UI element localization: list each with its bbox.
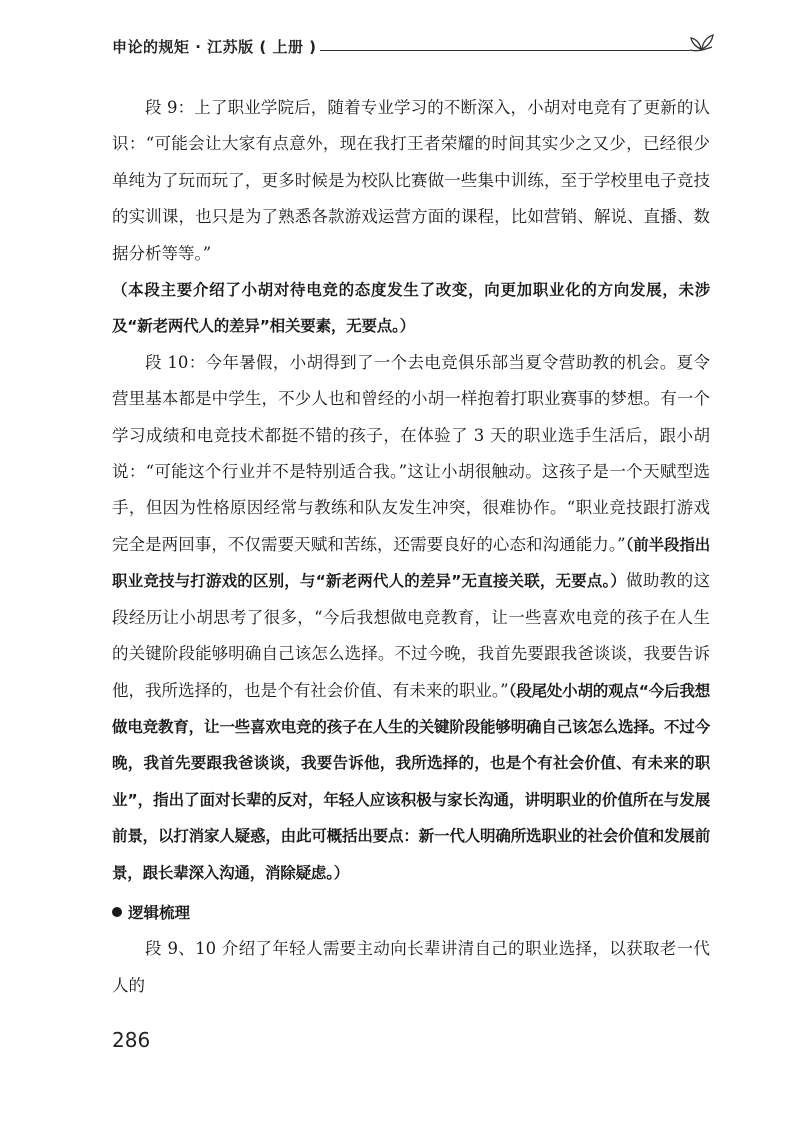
running-header	[112, 32, 712, 62]
section-heading-label: 逻辑梳理	[128, 903, 191, 922]
book-title: 申论的规矩 · 江苏版 ( 上册 )	[112, 38, 317, 56]
page-number: 286	[112, 1028, 151, 1052]
page-body	[112, 90, 710, 1004]
paragraph-9: 段 9：上了职业学院后，随着专业学习的不断深入，小胡对电竞有了更新的认识：“可能会让大家有点意外，现在我打王者荣耀的时间其实少之又少，已经很少单纯为了玩而玩了，更多时候是为校队比赛做一些集中训练，至于学校里电子竞技的实训课，也只是为了熟悉各款游戏运营方面的课程，比如营销、解说、直播、数据分析等等。”	[112, 98, 710, 263]
header-rule	[320, 50, 690, 51]
sprout-icon	[686, 32, 716, 56]
annotation-paragraph-9: （本段主要介绍了小胡对待电竞的态度发生了改变，向更加职业化的方向发展，未涉及“新老两代人的差异”相关要素，无要点。）	[112, 281, 710, 336]
bullet-icon	[112, 907, 122, 917]
paragraph-10-part-2: 做助教的这段经历让小胡思考了很多，“今后我想做电竞教育，让一些喜欢电竞的孩子在人生的关键阶段能够明确自己该怎么选择。不过今晚，我首先要跟我爸谈谈，我要告诉他，我所选择的，也是个有社会价值、有未来的职业。”	[112, 571, 711, 700]
paragraph-10-part-1: 段 10：今年暑假，小胡得到了一个去电竞俱乐部当夏令营助教的机会。夏令营里基本都是中学生，不少人也和曾经的小胡一样抱着打职业赛事的梦想。有一个学习成绩和电竞技术都挺不错的孩子，在体验了 3 天的职业选手生活后，跟小胡说：“可能这个行业并不是特别适合我。”这让小胡很触动。这孩子是一个天赋型选手，但因为性格原因经常与教练和队友发生冲突，很难协作。“职业竞技跟打游戏完全是两回事，不仅需要天赋和苦练，还需要良好的心态和沟通能力。”	[112, 352, 710, 554]
section-heading	[112, 895, 710, 931]
logic-summary-paragraph: 段 9、10 介绍了年轻人需要主动向长辈讲清自己的职业选择，以获取老一代人的	[112, 939, 710, 995]
annotation-paragraph-10-first-half: （前半段指出职业竞技与打游戏的区别，与“新老两代人的差异”无直接关联，无要点。）	[112, 535, 710, 591]
paragraph-10	[112, 345, 710, 891]
annotation-paragraph-10-end: （段尾处小胡的观点“今后我想做电竞教育，让一些喜欢电竞的孩子在人生的关键阶段能够明确自己该怎么选择。不过今晚，我首先要跟我爸谈谈，我要告诉他，我所选择的，也是个有社会价值、有未来的职业”，指出了面对长辈的反对，年轻人应该积极与家长沟通，讲明职业的价值所在与发展前景，以打消家人疑惑，由此可概括出要点：新一代人明确所选职业的社会价值和发展前景，跟长辈深入沟通，消除疑虑。）	[112, 681, 710, 882]
